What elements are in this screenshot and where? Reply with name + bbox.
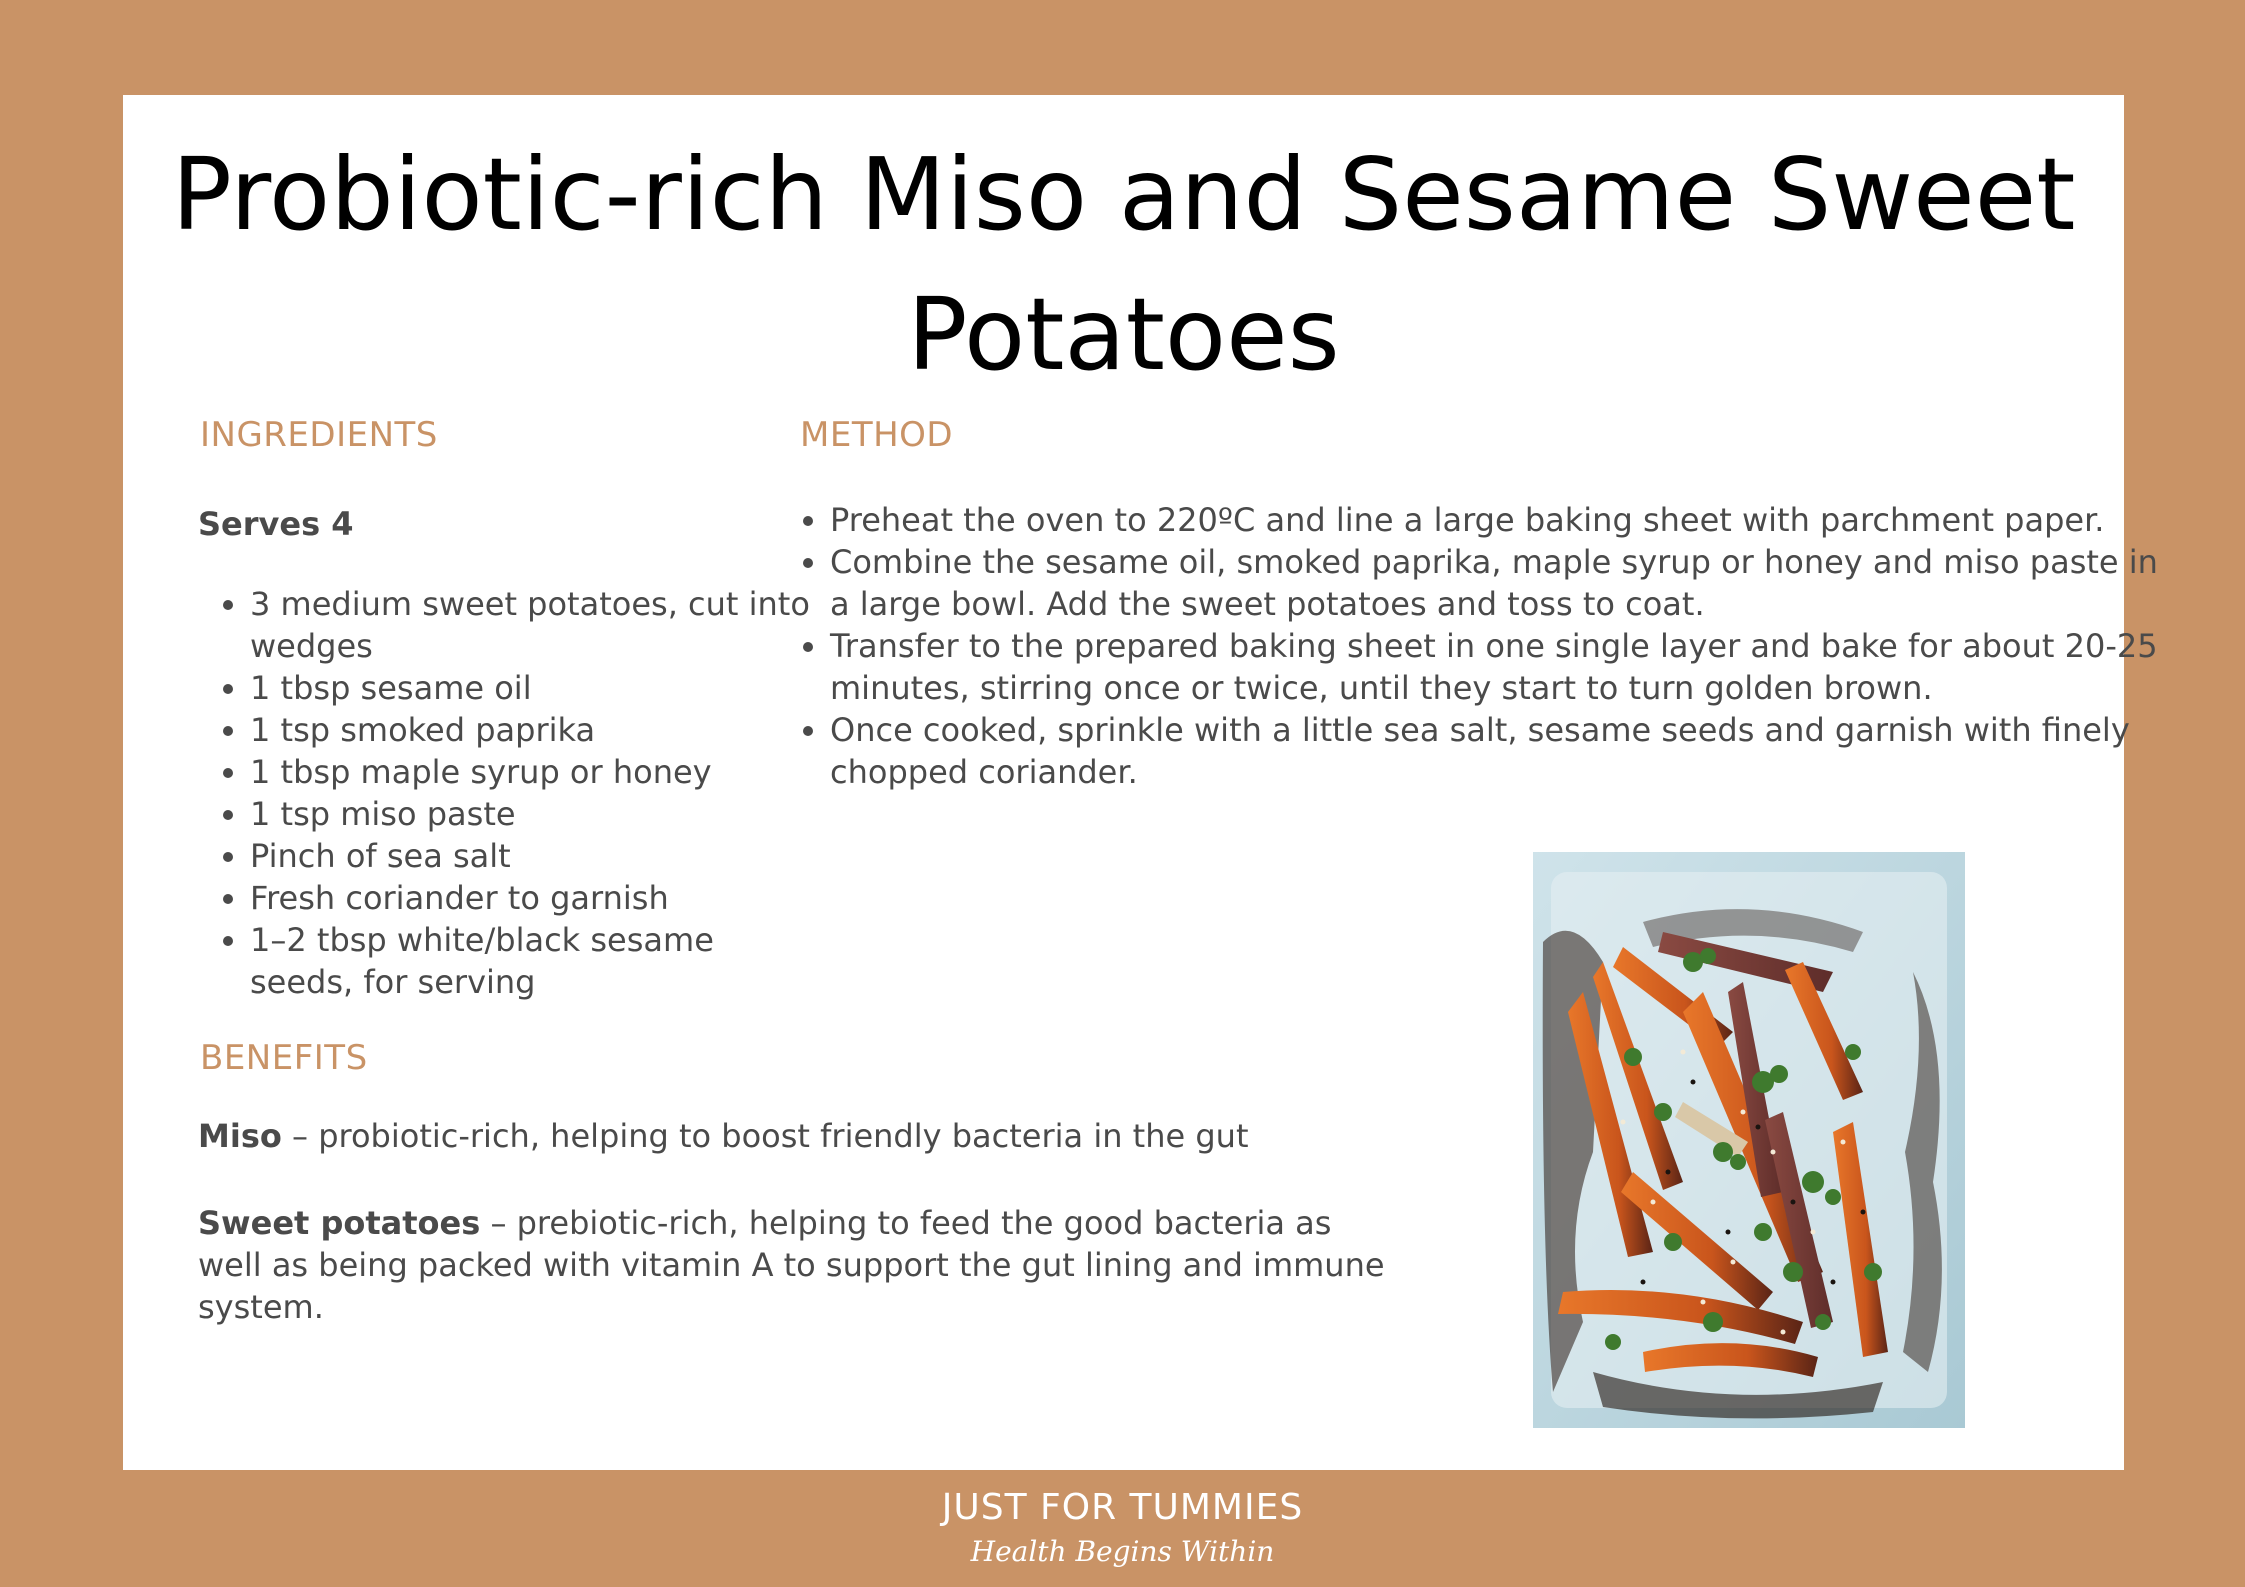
roasted-sweet-potatoes-photo [1533,852,1965,1428]
list-item: • Fresh coriander to garnish [250,877,810,919]
ingredients-list [198,583,810,1003]
list-item: • 3 medium sweet potatoes, cut into wedges [250,583,810,667]
benefit-term: Miso [198,1117,282,1155]
serves-label: Serves 4 [198,505,354,543]
list-item: • 1 tbsp sesame oil [250,667,810,709]
brand-tagline: Health Begins Within [970,1535,1275,1568]
benefit-sweet-potatoes [198,1202,1388,1328]
list-item: • 1–2 tbsp white/black sesame seeds, for serving [250,919,810,1003]
list-item: • Pinch of sea salt [250,835,810,877]
recipe-card [123,95,2158,1470]
list-item: • 1 tsp miso paste [250,793,810,835]
benefit-term: Sweet potatoes [198,1204,481,1242]
method-list [798,499,2160,793]
list-item: • Transfer to the prepared baking sheet in one single layer and bake for about 20-25 minutes, stirring once or twice, until they start to turn golden brown. [830,625,2160,709]
list-item: • Once cooked, sprinkle with a little sea salt, sesame seeds and garnish with finely chopped coriander. [830,709,2160,793]
benefit-miso [198,1115,1528,1157]
benefit-text: – prebiotic-rich, helping to feed the good bacteria as well as being packed with vitamin A to support the gut lining and immune system. [198,1204,1385,1326]
ingredients-heading: INGREDIENTS [200,415,438,455]
list-item: • Combine the sesame oil, smoked paprika, maple syrup or honey and miso paste in a large bowl. Add the sweet potatoes and toss to coat. [830,541,2160,625]
list-item: • 1 tbsp maple syrup or honey [250,751,810,793]
benefit-text: – probiotic-rich, helping to boost friendly bacteria in the gut [281,1117,1249,1155]
list-item: • 1 tsp smoked paprika [250,709,810,751]
brand-logo-text: JUST FOR TUMMIES [941,1487,1304,1528]
method-heading: METHOD [800,415,954,455]
recipe-title: Probiotic-rich Miso and Sesame Sweet Potatoes [171,136,2076,393]
benefits-heading: BENEFITS [200,1038,368,1078]
list-item: • Preheat the oven to 220ºC and line a large baking sheet with parchment paper. [830,499,2160,541]
